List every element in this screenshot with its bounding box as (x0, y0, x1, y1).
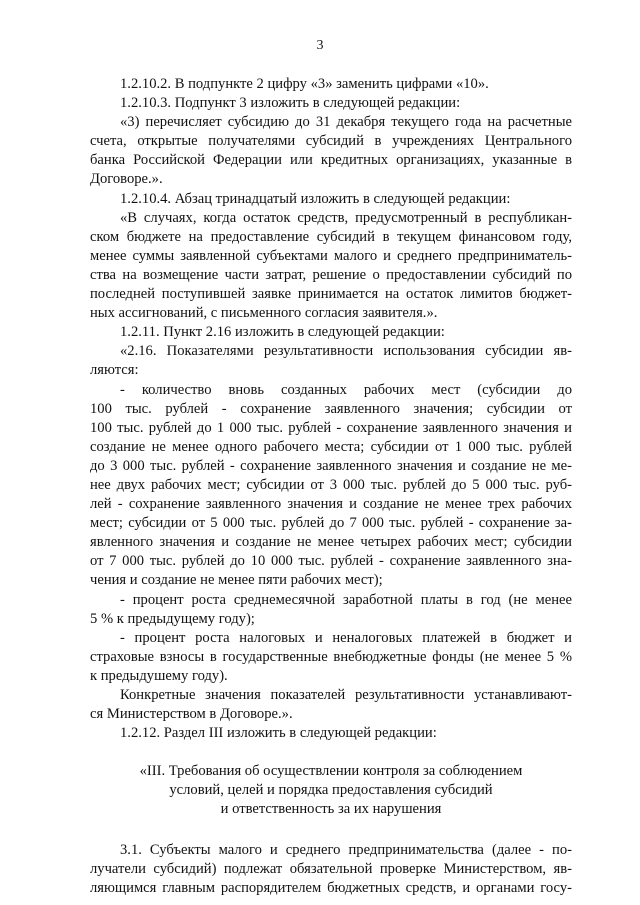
text-line: 100 тыс. рублей - сохранение заявленного значения; субсидии от (90, 400, 572, 417)
text-line: 1.2.11. Пункт 2.16 изложить в следующей редакции: (120, 324, 445, 341)
text-line: лучатели субсидий) подлежат обязательной проверке Министерством, яв- (90, 860, 572, 877)
text-line: «В случаях, когда остаток средств, предусмотренный в республикан- (120, 209, 572, 226)
text-line: ства на возмещение части затрат, решение о предоставлении субсидий по (90, 266, 572, 283)
text-line: «3) перечисляет субсидию до 31 декабря текущего года на расчетные (120, 114, 572, 131)
text-line: 1.2.10.4. Абзац тринадцатый изложить в следующей редакции: (120, 190, 511, 207)
text-line: Конкретные значения показателей результативности устанавливают- (120, 687, 572, 703)
text-line: к предыдушему году). (90, 667, 228, 684)
text-line: мест; субсидии от 5 000 тыс. рублей до 7 000 тыс. рублей - сохранение за- (90, 515, 572, 532)
spacer (90, 743, 572, 762)
page-number: 3 (316, 38, 324, 53)
text-line: нее двух рабочих мест; субсидии от 3 000 тыс. рублей до 5 000 тыс. руб- (90, 476, 572, 493)
section-heading-line: условий, целей и порядка предоставления субсидий (169, 782, 493, 799)
document-body (90, 75, 572, 898)
text-line: 100 тыс. рублей до 1 000 тыс. рублей - сохранение заявленного значения и (90, 419, 572, 436)
text-line: 3.1. Субъекты малого и среднего предпринимательства (далее - по- (120, 841, 572, 858)
text-line: менее суммы заявленной субъектами малого и среднего предприниматель- (90, 247, 572, 264)
text-line: чения и создание не менее пяти рабочих мест); (90, 572, 383, 589)
text-line: страховые взносы в государственные внебюджетные фонды (не менее 5 % (90, 648, 572, 665)
text-line: - процент роста среднемесячной заработной платы в год (не менее (120, 591, 572, 608)
section-text-block (90, 841, 572, 898)
section-heading-line: и ответственность за их нарушения (220, 801, 442, 818)
section-heading-line: «III. Требования об осуществлении контроля за соблюдением (139, 763, 523, 780)
text-line: до 3 000 тыс. рублей - сохранение заявленного значения и создание не ме- (90, 457, 572, 474)
text-line: Договоре.». (90, 171, 163, 188)
text-line: ском бюджете на предоставление субсидий в текущем финансовом году, (90, 228, 572, 245)
text-line: 1.2.10.3. Подпункт 3 изложить в следующей редакции: (120, 95, 461, 112)
text-line: создание не менее одного рабочего места; субсидии от 1 000 тыс. рублей (90, 438, 572, 455)
text-line: ляющимся главным распорядителем бюджетных средств, и органами госу- (90, 879, 572, 896)
text-line: 5 % к предыдущему году); (90, 610, 255, 627)
text-line: ных ассигнований, с письменного согласия заявителя.». (90, 305, 438, 322)
text-line: лей - сохранение заявленного значения и создание не менее трех рабочих (90, 496, 572, 513)
text-line: ляются: (90, 362, 139, 379)
text-line: от 7 000 тыс. рублей до 10 000 тыс. рублей - сохранение заявленного зна- (90, 553, 572, 570)
section-heading (90, 762, 572, 819)
text-line: последней поступившей заявке принимается на остаток лимитов бюджет- (90, 286, 572, 303)
amendment-text-block (90, 75, 572, 743)
text-line: - количество вновь созданных рабочих мест (субсидии до (120, 381, 572, 398)
text-line: «2.16. Показателями результативности использования субсидии яв- (120, 343, 572, 360)
text-line: явленного значения и создание не менее четырех рабочих мест; субсидии (90, 534, 572, 551)
spacer (90, 820, 572, 841)
text-line: счета, открытые получателями субсидий в учреждениях Центрального (90, 133, 572, 150)
text-line: - процент роста налоговых и неналоговых платежей в бюджет и (120, 629, 572, 646)
text-line: ся Министерством в Договоре.». (90, 706, 293, 723)
text-line: 1.2.10.2. В подпункте 2 цифру «3» заменить цифрами «10». (120, 76, 489, 92)
text-line: 1.2.12. Раздел III изложить в следующей редакции: (120, 725, 437, 742)
text-line: банка Российской Федерации или кредитных организациях, указанные в (90, 152, 572, 169)
